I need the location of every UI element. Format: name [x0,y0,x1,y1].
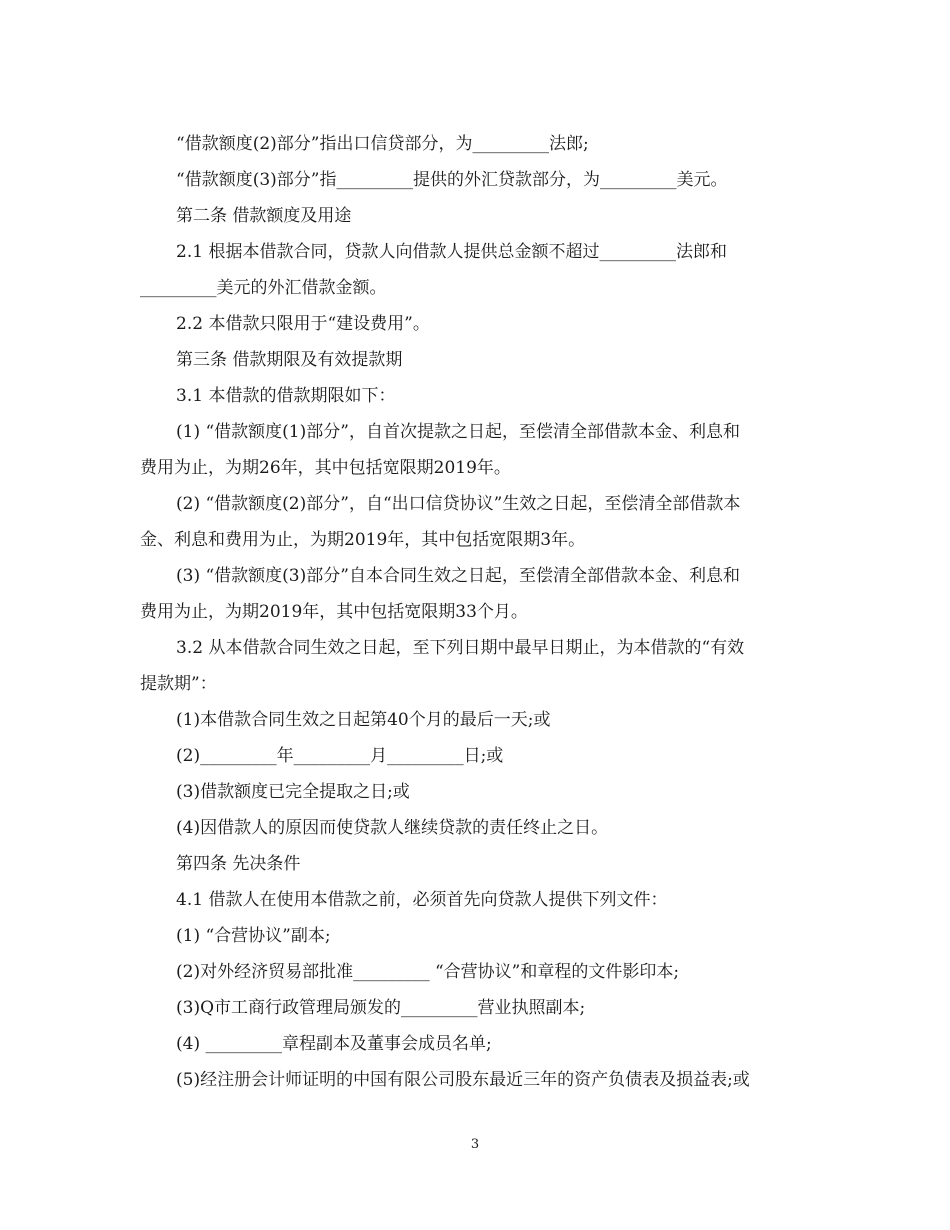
text-line: 2.1 根据本借款合同，贷款人向借款人提供总金额不超过_________法郎和 [176,242,727,262]
text-line: 3.2 从本借款合同生效之日起，至下列日期中最早日期止，为本借款的“有效 [176,638,745,658]
text-line: (3)借款额度已完全提取之日;或 [176,782,410,802]
text-line: (5)经注册会计师证明的中国有限公司股东最近三年的资产负债表及损益表;或 [176,1070,750,1090]
text-line: 费用为止，为期26年，其中包括宽限期2019年。 [140,458,511,478]
text-line: 提款期”： [140,674,217,694]
text-line: “借款额度(3)部分”指_________提供的外汇贷款部分，为_________美元。 [176,170,728,190]
text-line: 第三条 借款期限及有效提款期 [176,350,403,370]
text-line: (1)本借款合同生效之日起第40个月的最后一天;或 [176,710,551,730]
text-line: 第四条 先决条件 [176,854,301,874]
text-line: (1) “借款额度(1)部分”，自首次提款之日起，至偿清全部借款本金、利息和 [176,422,740,442]
text-line: (2)_________年_________月_________日;或 [176,746,504,766]
text-line: (3)Q市工商行政管理局颁发的_________营业执照副本; [176,998,586,1018]
text-line: 3.1 本借款的借款期限如下： [176,386,396,406]
text-line: “借款额度(2)部分”指出口信贷部分，为_________法郎; [176,134,589,154]
text-line: 4.1 借款人在使用本借款之前，必须首先向贷款人提供下列文件： [176,890,668,910]
text-line: (4)因借款人的原因而使贷款人继续贷款的责任终止之日。 [176,818,609,838]
text-line: (2)对外经济贸易部批准_________ “合营协议”和章程的文件影印本; [176,962,680,982]
text-line: 第二条 借款额度及用途 [176,206,352,226]
text-line: (2) “借款额度(2)部分”，自“出口信贷协议”生效之日起，至偿清全部借款本 [176,494,741,514]
text-line: 2.2 本借款只限用于“建设费用”。 [176,314,430,334]
page-number: 3 [470,1137,480,1152]
text-line: 费用为止，为期2019年，其中包括宽限期33个月。 [140,602,528,622]
document-body [140,126,812,1098]
text-line: _________美元的外汇借款金额。 [140,278,387,298]
text-line: (4) _________章程副本及董事会成员名单; [176,1034,492,1054]
text-line: 金、利息和费用为止，为期2019年，其中包括宽限期3年。 [140,530,586,550]
text-line: (1) “合营协议”副本; [176,926,331,946]
text-line: (3) “借款额度(3)部分”自本合同生效之日起，至偿清全部借款本金、利息和 [176,566,740,586]
